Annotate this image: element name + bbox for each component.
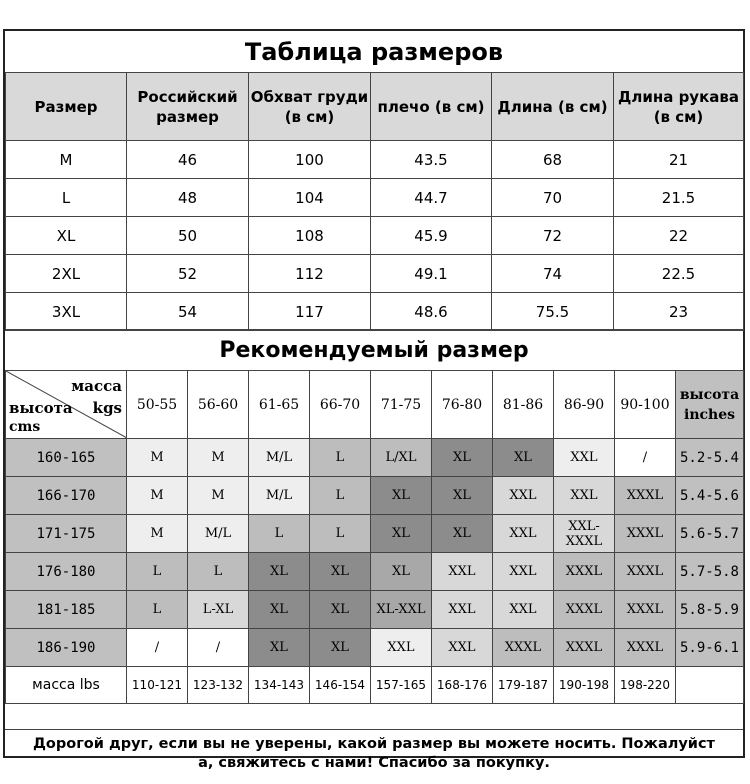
size-cell: XL [432,477,493,515]
lbs-label: масса lbs [6,667,127,704]
size-cell: XXL [493,477,554,515]
size-cell: XXXL [493,629,554,667]
size-chart-frame [3,29,745,771]
cell: 45.9 [371,217,492,255]
lbs-range: 123-132 [188,667,249,704]
height-range-cell: 181-185 [6,591,127,629]
size-cell: M [188,439,249,477]
size-cell: XXL [493,591,554,629]
corner-cell [6,371,127,439]
size-cell: XXXL [615,515,676,553]
cell: 100 [249,141,371,179]
size-cell: XL [249,553,310,591]
kg-range-header: 56-60 [188,371,249,439]
height-inches-cell: 5.8-5.9 [676,591,744,629]
size-cell: L [127,591,188,629]
height-inches-cell: 5.4-5.6 [676,477,744,515]
size-cell: / [615,439,676,477]
table-row [6,515,744,553]
header-chest: Обхват груди (в см) [249,73,371,141]
height-range-cell: 166-170 [6,477,127,515]
kg-range-header: 81-86 [493,371,554,439]
size-cell: M/L [249,477,310,515]
cell: 75.5 [492,293,614,331]
cell: 68 [492,141,614,179]
table-row [6,477,744,515]
size-cell: M [188,477,249,515]
table-row [6,179,744,217]
size-cell: XXXL [554,591,615,629]
kg-range-header: 61-65 [249,371,310,439]
height-range-cell: 176-180 [6,553,127,591]
size-cell: M [127,477,188,515]
table-row [6,629,744,667]
kg-range-header: 71-75 [371,371,432,439]
size-cell: XXXL [615,591,676,629]
size-cell: L [310,477,371,515]
table-row [6,141,744,179]
size-cell: L [249,515,310,553]
lbs-range: 134-143 [249,667,310,704]
cell: 44.7 [371,179,492,217]
size-cell: XXL-XXXL [554,515,615,553]
size-cell: M [127,439,188,477]
size-cell: L [127,553,188,591]
lbs-range: 179-187 [493,667,554,704]
cell: 72 [492,217,614,255]
cell: 54 [127,293,249,331]
kg-range-header: 76-80 [432,371,493,439]
size-cell: XXL [432,629,493,667]
lbs-range: 190-198 [554,667,615,704]
size-cell: XXXL [554,629,615,667]
corner-kgs-label: kgs [92,399,122,417]
size-cell: L [310,439,371,477]
size-cell: XL [432,439,493,477]
size-cell: XXL [493,553,554,591]
lbs-range: 110-121 [127,667,188,704]
cell: 43.5 [371,141,492,179]
cell: 46 [127,141,249,179]
cell: 21 [614,141,744,179]
size-cell: XXL [432,553,493,591]
table-row [6,255,744,293]
size-cell: XL [371,477,432,515]
height-inches-cell: 5.2-5.4 [676,439,744,477]
kg-range-header: 90-100 [615,371,676,439]
size-cell: XL [249,591,310,629]
cell: 112 [249,255,371,293]
cell: 21.5 [614,179,744,217]
height-range-cell: 160-165 [6,439,127,477]
header-size: Размер [6,73,127,141]
size-cell: XL [310,591,371,629]
cell: 70 [492,179,614,217]
size-cell: M/L [249,439,310,477]
corner-cms-label: cms [9,419,41,435]
size-cell: XL [249,629,310,667]
size-cell: XL [310,553,371,591]
size-table [5,72,744,331]
cell: L [6,179,127,217]
size-cell: XL [432,515,493,553]
header-sleeve: Длина рукава (в см) [614,73,744,141]
cell: 74 [492,255,614,293]
size-table-title: Таблица размеров [244,37,504,66]
lbs-empty [676,667,744,704]
size-cell: L [310,515,371,553]
kg-range-header: 50-55 [127,371,188,439]
cell: 2XL [6,255,127,293]
size-cell: XL [310,629,371,667]
cell: M [6,141,127,179]
size-cell: XXL [554,439,615,477]
cell: 52 [127,255,249,293]
recommend-body [6,439,744,667]
inches-header: высота inches [676,371,744,439]
table-row [6,591,744,629]
footer-line-1: Дорогой друг, если вы не уверены, какой размер вы можете носить. Пожалуйст [33,736,715,752]
size-cell: XL [371,515,432,553]
cell: 3XL [6,293,127,331]
cell: 108 [249,217,371,255]
header-shoulder: плечо (в см) [371,73,492,141]
height-inches-cell: 5.6-5.7 [676,515,744,553]
height-inches-cell: 5.7-5.8 [676,553,744,591]
size-cell: XL [493,439,554,477]
cell: 117 [249,293,371,331]
size-cell: XXL [554,477,615,515]
footer-line-2: а, свяжитесь с нами! Спасибо за покупку. [198,755,550,771]
footer-note [5,729,743,771]
size-cell: XXXL [615,477,676,515]
corner-height-label: высота [9,399,73,417]
cell: 22.5 [614,255,744,293]
size-cell: L-XL [188,591,249,629]
table-row [6,553,744,591]
size-cell: M/L [188,515,249,553]
corner-mass-label: масса [71,377,122,395]
size-cell: XXL [371,629,432,667]
size-cell: XXL [493,515,554,553]
cell: 49.1 [371,255,492,293]
cell: XL [6,217,127,255]
lbs-range: 146-154 [310,667,371,704]
header-russian-size: Российский размер [127,73,249,141]
size-cell: XXXL [554,553,615,591]
table-row [6,439,744,477]
size-cell: L [188,553,249,591]
size-cell: / [188,629,249,667]
lbs-row [6,667,744,704]
size-cell: XL-XXL [371,591,432,629]
lbs-range: 168-176 [432,667,493,704]
size-cell: XXXL [615,629,676,667]
kg-range-header: 86-90 [554,371,615,439]
size-cell: L/XL [371,439,432,477]
size-cell: XXXL [615,553,676,591]
height-range-cell: 186-190 [6,629,127,667]
height-range-cell: 171-175 [6,515,127,553]
size-cell: M [127,515,188,553]
header-length: Длина (в см) [492,73,614,141]
height-inches-cell: 5.9-6.1 [676,629,744,667]
cell: 23 [614,293,744,331]
size-cell: XXL [432,591,493,629]
cell: 48.6 [371,293,492,331]
table-row [6,293,744,331]
size-cell: / [127,629,188,667]
size-table-header [6,73,744,141]
lbs-range: 198-220 [615,667,676,704]
table-row [6,217,744,255]
recommend-table [5,370,744,704]
cell: 104 [249,179,371,217]
cell: 48 [127,179,249,217]
kg-range-header: 66-70 [310,371,371,439]
recommend-table-title: Рекомендуемый размер [5,329,743,370]
recommend-header-row [6,371,744,439]
size-cell: XL [371,553,432,591]
cell: 22 [614,217,744,255]
cell: 50 [127,217,249,255]
lbs-range: 157-165 [371,667,432,704]
